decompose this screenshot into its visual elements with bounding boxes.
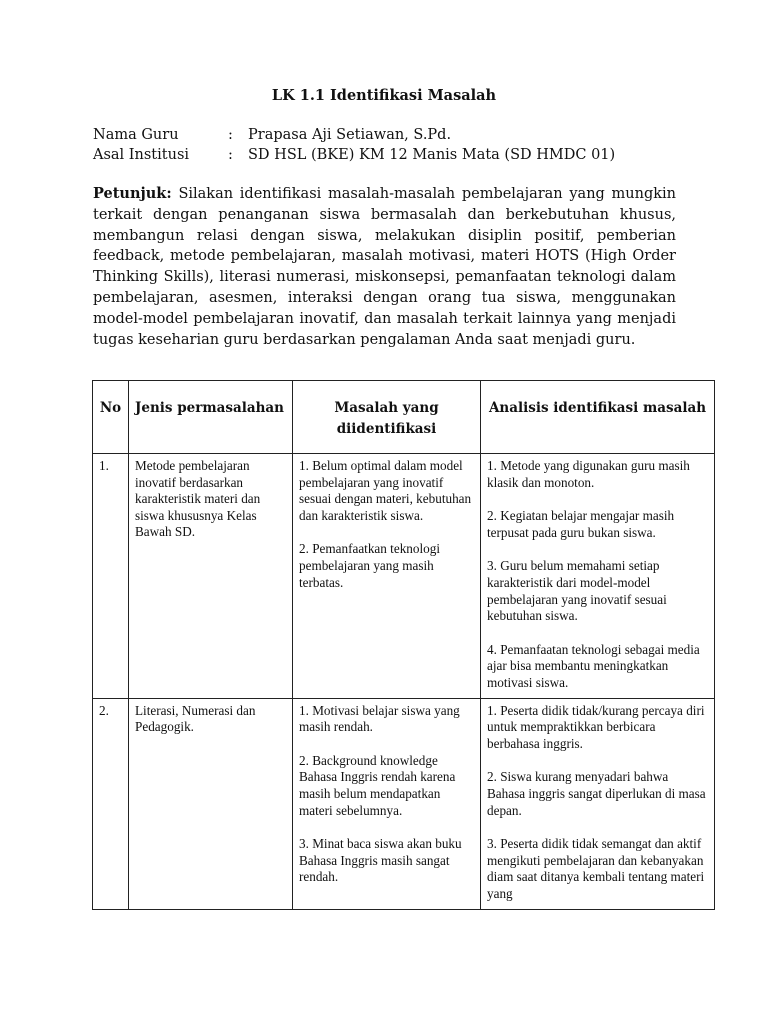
list-item: 3. Peserta didik tidak semangat dan aktif mengikuti pembelajaran dan kebanyakan diam saat ditanya kembali tentang materi yang (487, 836, 705, 901)
table-row (93, 698, 715, 909)
field-separator: : (228, 127, 233, 143)
cell-no: 1. (93, 454, 129, 699)
field-value: Prapasa Aji Setiawan, S.Pd. (248, 127, 452, 143)
list-item: 2. Background knowledge Bahasa Inggris rendah karena masih belum mendapatkan materi sebelumnya. (299, 752, 456, 818)
document-title: LK 1.1 Identifikasi Masalah (271, 87, 497, 104)
field-value: SD HSL (BKE) KM 12 Manis Mata (SD HMDC 01) (248, 147, 616, 163)
list-item: 1. Motivasi belajar siswa yang masih rendah. (299, 702, 460, 735)
list-item: 3. Guru belum memahami setiap karakteristik dari model-model pembelajaran yang inovatif sesuai kebutuhan siswa. (487, 558, 667, 624)
table-header-row (93, 381, 715, 454)
cell-analisis (481, 454, 715, 699)
cell-analisis (481, 698, 715, 909)
list-item: 1. Metode yang digunakan guru masih klasik dan monoton. (487, 458, 690, 490)
field-separator: : (228, 147, 233, 163)
field-label: Asal Institusi (93, 147, 190, 163)
instruction-label: Petunjuk: (93, 185, 172, 202)
list-item: 1. Belum optimal dalam model pembelajaran yang inovatif sesuai dengan materi, kebutuhan dan karakteristik siswa. (299, 458, 472, 523)
list-item: 1. Peserta didik tidak/kurang percaya diri untuk mempraktikkan berbicara berbahasa inggris. (487, 702, 705, 751)
field-nama-guru (93, 125, 451, 145)
field-asal-institusi (93, 145, 615, 165)
header-no: No (93, 381, 129, 454)
list-item: 2. Pemanfaatkan teknologi pembelajaran yang masih terbatas. (299, 541, 440, 590)
list-item: 2. Kegiatan belajar mengajar masih terpusat pada guru bukan siswa. (487, 508, 675, 540)
cell-masalah (293, 698, 481, 909)
cell-masalah (293, 454, 481, 699)
header-jenis: Jenis permasalahan (129, 381, 293, 454)
instruction-text: Silakan identifikasi masalah-masalah pembelajaran yang mungkin terkait dengan penanganan siswa bermasalah dan berkebutuhan khusus, membangun relasi dengan siswa, melakukan disiplin positif, pemberian feedback, metode pembelajaran, masalah motivasi, materi HOTS (High Order Thinking Skills), literasi numerasi, miskonsepsi, pemanfaatan teknologi dalam pembelajaran, asesmen, interaksi dengan orang tua siswa, menggunakan model-model pembelajaran inovatif, dan masalah terkait lainnya yang menjadi tugas keseharian guru berdasarkan pengalaman Anda saat menjadi guru. (93, 186, 677, 348)
header-masalah: Masalah yang diidentifikasi (293, 381, 481, 454)
problem-table (92, 380, 715, 910)
cell-jenis: Metode pembelajaran inovatif berdasarkan karakteristik materi dan siswa khususnya Kelas Bawah SD. (129, 454, 293, 699)
cell-no: 2. (93, 698, 129, 909)
header-analisis: Analisis identifikasi masalah (481, 381, 715, 454)
cell-jenis: Literasi, Numerasi dan Pedagogik. (129, 698, 293, 909)
instruction-paragraph (93, 184, 676, 350)
list-item: 4. Pemanfaatan teknologi sebagai media ajar bisa membantu meningkatkan motivasi siswa. (487, 641, 700, 690)
list-item: 3. Minat baca siswa akan buku Bahasa Inggris masih sangat rendah. (299, 836, 462, 885)
list-item: 2. Siswa kurang menyadari bahwa Bahasa inggris sangat diperlukan di masa depan. (487, 769, 706, 818)
table-row (93, 454, 715, 699)
field-label: Nama Guru (93, 127, 179, 143)
